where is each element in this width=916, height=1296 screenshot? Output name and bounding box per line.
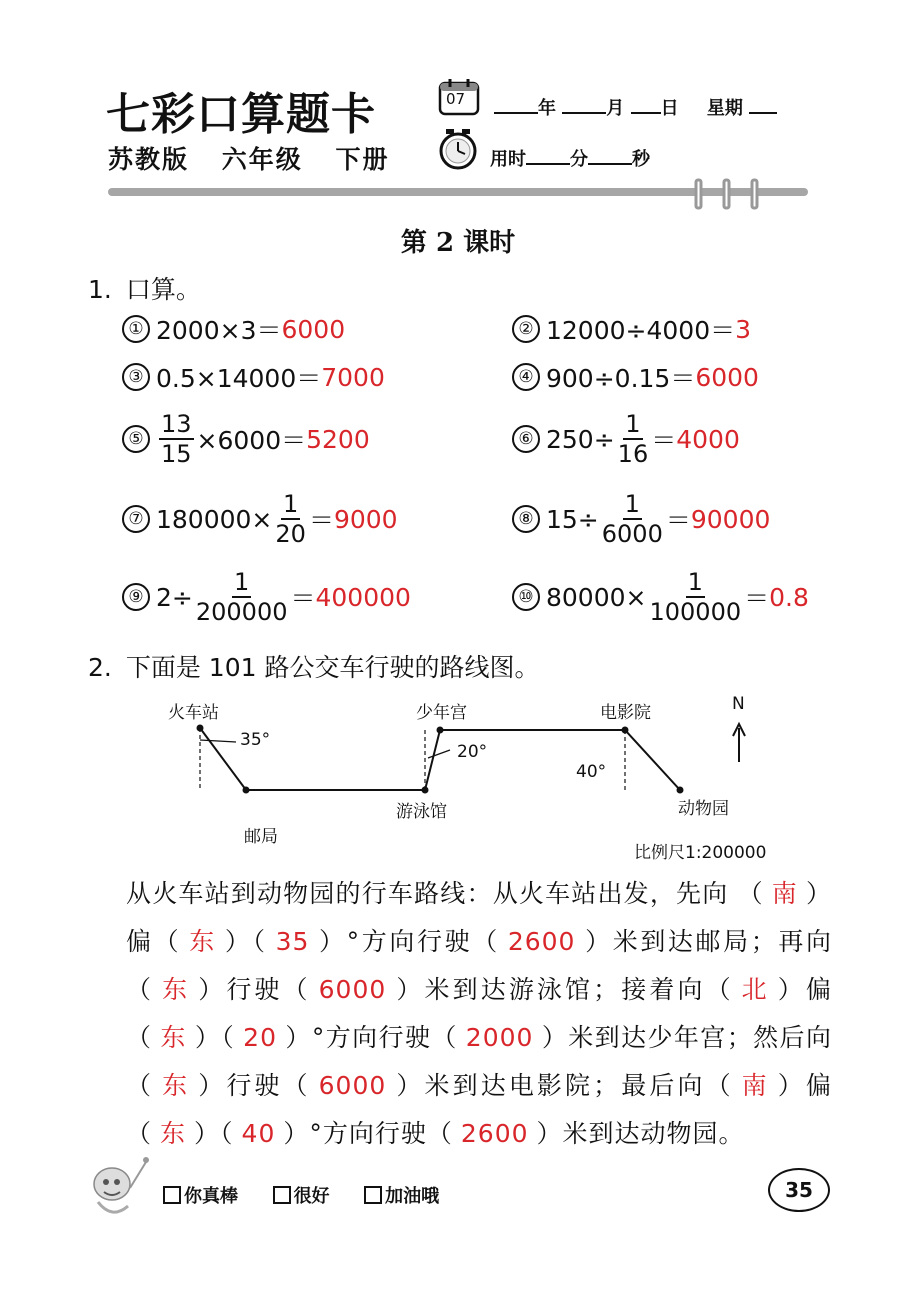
label-post-office: 邮局 xyxy=(244,827,278,847)
angle-40: 40° xyxy=(576,762,607,782)
section1-heading: 1. 口算。 xyxy=(88,275,201,304)
cinema-dot xyxy=(622,727,629,734)
problem-10: ⑩ 80000× $\frac{1}{100000}$ ＝ 0.8 xyxy=(512,568,809,626)
page-number: 35 xyxy=(785,1178,813,1202)
problem-9: ⑨ 2÷ $\frac{1}{200000}$ ＝ 400000 xyxy=(122,568,411,626)
date-line: 年 月 日 星期 xyxy=(494,94,777,120)
time-line: 用时 分 秒 xyxy=(490,149,650,170)
brand-title: 七彩口算题卡 xyxy=(106,89,376,140)
answer: 9000 xyxy=(333,504,398,534)
checkbox-icon[interactable] xyxy=(364,1186,382,1204)
answer: 6000 xyxy=(281,314,346,344)
north-label: N xyxy=(732,694,745,714)
rating-options xyxy=(163,1182,439,1208)
lesson-title: 第 2 课时 xyxy=(400,228,516,258)
rating-keep-going[interactable]: 加油哦 xyxy=(364,1186,439,1207)
rating-good[interactable]: 很好 xyxy=(273,1186,330,1207)
problem-2: ② 12000÷4000＝ 3 xyxy=(512,311,751,347)
problem-1: ① 2000×3＝ 6000 xyxy=(122,311,345,347)
route-map xyxy=(160,690,800,870)
label-train-station: 火车站 xyxy=(168,703,219,723)
problem-5: ⑤ $\frac{13}{15}$ ×6000＝ 5200 xyxy=(122,410,370,468)
grade: 六年级 xyxy=(221,145,303,174)
section2-heading: 2. 下面是 101 路公交车行驶的路线图。 xyxy=(88,653,540,682)
answer: 7000 xyxy=(321,362,385,392)
checkbox-icon[interactable] xyxy=(163,1186,181,1204)
fraction: $\frac{1}{16}$ xyxy=(617,410,649,468)
angle-35: 35° xyxy=(240,730,271,750)
volume: 下册 xyxy=(335,145,390,174)
answer: 4000 xyxy=(676,424,740,454)
mascot-icon xyxy=(84,1150,160,1226)
fraction: $\frac{1}{100000}$ xyxy=(649,568,742,626)
fraction: $\frac{1}{20}$ xyxy=(275,490,306,548)
problem-6: ⑥ 250÷ $\frac{1}{16}$ ＝ 4000 xyxy=(512,410,740,468)
label-zoo: 动物园 xyxy=(678,799,729,819)
edition-line xyxy=(108,140,411,176)
answer: 5200 xyxy=(306,424,370,454)
map-scale: 比例尺1:200000 xyxy=(634,843,767,863)
answer: 6000 xyxy=(695,362,759,392)
post-office-dot xyxy=(243,787,250,794)
fraction: $\frac{13}{15}$ xyxy=(161,410,192,468)
swimming-pool-dot xyxy=(422,787,429,794)
train-station-dot xyxy=(197,725,204,732)
problem-4: ④ 900÷0.15＝ 6000 xyxy=(512,359,759,395)
youth-palace-dot xyxy=(437,727,444,734)
route-paragraph: 从火车站到动物园的行车路线：从火车站出发，先向 （ 南 ）偏（ 东 ）（ 35 ）°方向行驶（ 2600 ）米到达邮局；再向（ 东 ）行驶（ 6000 ）米到达游泳馆；接着向（ 北 ）偏（ 东 ）（ 20 ）°方向行驶（ 2000 ）米到达少年宫；然后向（ 东 ）行驶（ 6000 ）米到达电影院；最后向（ 南 ）偏（ 东 ）（ 40 ）°方向行驶（ 2600 ）米到达动物园。 xyxy=(126,879,832,1148)
angle-20: 20° xyxy=(457,742,488,762)
zoo-dot xyxy=(677,787,684,794)
divider-decoration xyxy=(690,178,770,216)
answer: 3 xyxy=(735,314,752,344)
label-cinema: 电影院 xyxy=(600,703,651,723)
clock-icon xyxy=(438,128,478,174)
checkbox-icon[interactable] xyxy=(273,1186,291,1204)
fraction: $\frac{1}{6000}$ xyxy=(601,490,663,548)
label-swimming-pool: 游泳馆 xyxy=(396,802,447,822)
problem-7: ⑦ 180000× $\frac{1}{20}$ ＝ 9000 xyxy=(122,490,398,548)
calendar-day: 07 xyxy=(446,90,466,108)
problem-8: ⑧ 15÷ $\frac{1}{6000}$ ＝ 90000 xyxy=(512,490,770,548)
label-youth-palace: 少年宫 xyxy=(416,703,467,723)
rating-great[interactable]: 你真棒 xyxy=(163,1186,238,1207)
answer: 0.8 xyxy=(769,582,809,612)
problem-3: ③ 0.5×14000＝ 7000 xyxy=(122,359,385,395)
edition: 苏教版 xyxy=(108,145,190,174)
page-number-badge xyxy=(768,1168,830,1212)
fraction: $\frac{1}{200000}$ xyxy=(195,568,288,626)
answer: 400000 xyxy=(315,582,411,612)
calendar-icon xyxy=(438,78,480,116)
answer: 90000 xyxy=(690,504,771,534)
